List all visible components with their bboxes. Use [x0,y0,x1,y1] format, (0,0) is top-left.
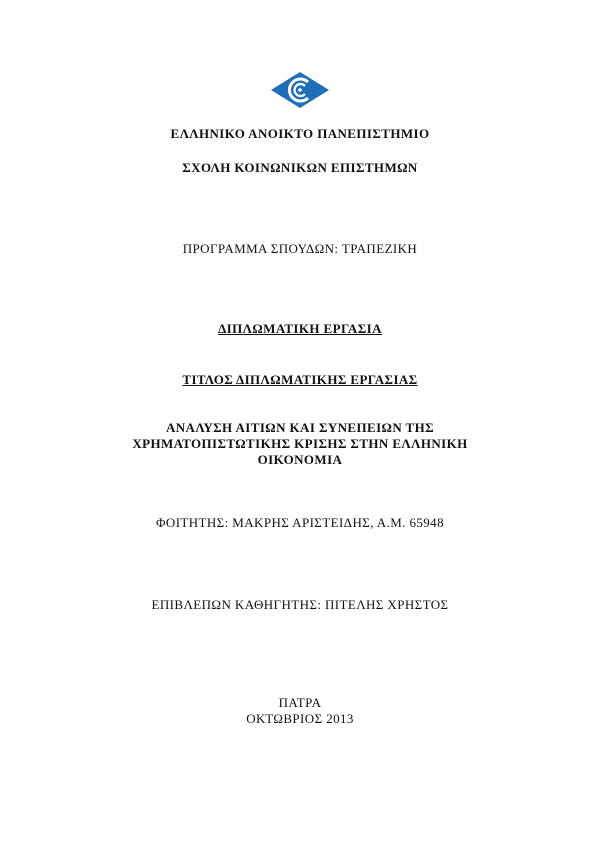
document-type: ΔΙΠΛΩΜΑΤΙΚΗ ΕΡΓΑΣΙΑ [218,321,382,336]
student-info: ΦΟΙΤΗΤΗΣ: ΜΑΚΡΗΣ ΑΡΙΣΤΕΙΔΗΣ, Α.Μ. 65948 [156,515,444,530]
school-name: ΣΧΟΛΗ ΚΟΙΝΩΝΙΚΩΝ ΕΠΙΣΤΗΜΩΝ [182,160,418,175]
city: ΠΑΤΡΑ [278,695,322,710]
title-heading: ΤΙΤΛΟΣ ΔΙΠΛΩΜΑΤΙΚΗΣ ΕΡΓΑΣΙΑΣ [182,372,418,387]
university-name: ΕΛΛΗΝΙΚΟ ΑΝΟΙΚΤΟ ΠΑΝΕΠΙΣΤΗΜΙΟ [170,126,430,141]
program-of-study: ΠΡΟΓΡΑΜΜΑ ΣΠΟΥΔΩΝ: ΤΡΑΠΕΖΙΚΗ [182,241,418,256]
date: ΟΚΤΩΒΡΙΟΣ 2013 [246,711,354,726]
university-logo-icon [270,71,330,109]
thesis-title: ΑΝΑΛΥΣΗ ΑΙΤΙΩΝ ΚΑΙ ΣΥΝΕΠΕΙΩΝ ΤΗΣ ΧΡΗΜΑΤΟΠΙΣΤΩΤΙΚΗΣ ΚΡΙΣΗΣ ΣΤΗΝ ΕΛΛΗΝΙΚΗ ΟΙΚΟΝΟΜΙΑ [132,420,468,467]
supervisor-info: ΕΠΙΒΛΕΠΩΝ ΚΑΘΗΓΗΤΗΣ: ΠΙΤΕΛΗΣ ΧΡΗΣΤΟΣ [151,597,449,612]
